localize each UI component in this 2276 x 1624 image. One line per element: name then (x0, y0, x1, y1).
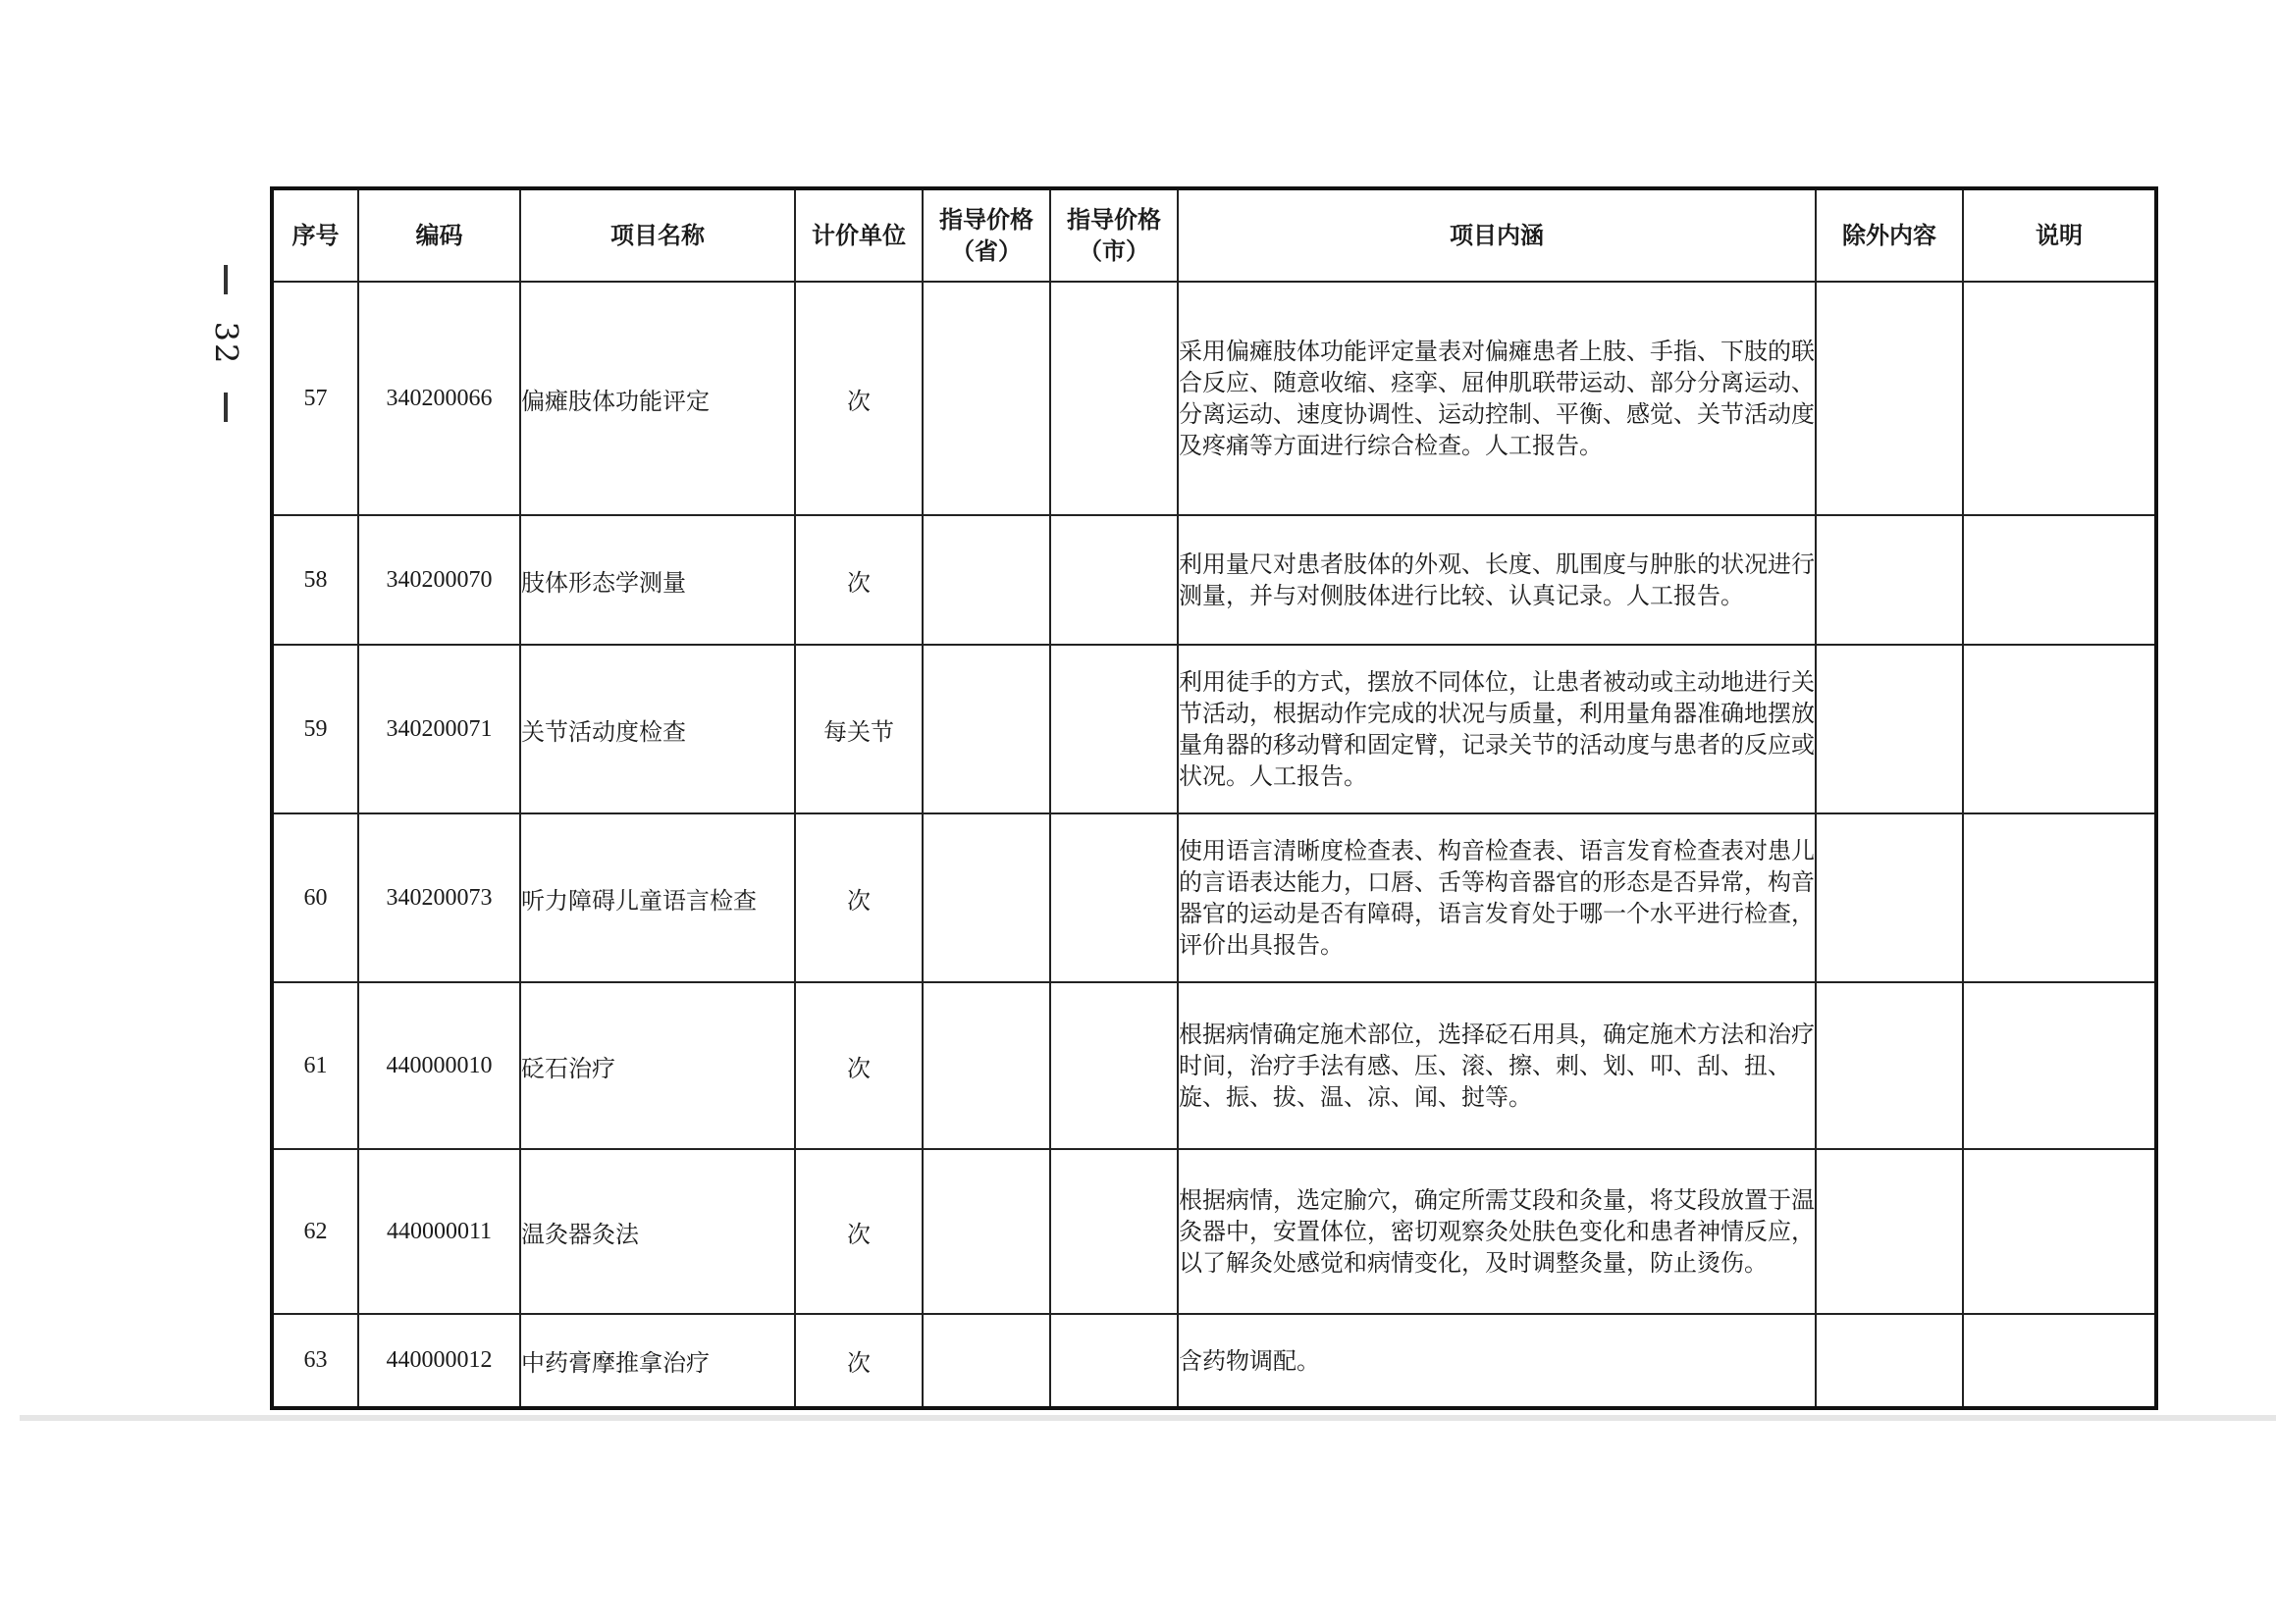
page-number-dash-bottom (224, 393, 228, 422)
cell-content: 利用量尺对患者肢体的外观、长度、肌围度与肿胀的状况进行测量，并与对侧肢体进行比较、认真记录。人工报告。 (1178, 515, 1816, 645)
cell-seq: 58 (272, 515, 358, 645)
cell-price-city (1050, 982, 1178, 1149)
cell-code: 340200071 (358, 645, 520, 813)
cell-name: 中药膏摩推拿治疗 (520, 1314, 795, 1408)
table-row (272, 645, 2156, 813)
cell-seq: 63 (272, 1314, 358, 1408)
cell-exclusions (1816, 645, 1963, 813)
table-row (272, 1149, 2156, 1314)
cell-notes (1963, 645, 2156, 813)
cell-code: 440000011 (358, 1149, 520, 1314)
cell-name: 砭石治疗 (520, 982, 795, 1149)
cell-price-province (923, 515, 1050, 645)
cell-price-city (1050, 813, 1178, 982)
cell-exclusions (1816, 1314, 1963, 1408)
cell-notes (1963, 813, 2156, 982)
cell-content: 含药物调配。 (1178, 1314, 1816, 1408)
cell-price-city (1050, 1314, 1178, 1408)
cell-notes (1963, 282, 2156, 515)
cell-name: 关节活动度检查 (520, 645, 795, 813)
cell-seq: 62 (272, 1149, 358, 1314)
cell-price-city (1050, 1149, 1178, 1314)
page-bottom-rule (20, 1415, 2276, 1421)
cell-notes (1963, 1314, 2156, 1408)
cell-content: 根据病情，选定腧穴，确定所需艾段和灸量，将艾段放置于温灸器中，安置体位，密切观察灸处肤色变化和患者神情反应，以了解灸处感觉和病情变化，及时调整灸量，防止烫伤。 (1178, 1149, 1816, 1314)
cell-price-city (1050, 515, 1178, 645)
cell-unit: 次 (795, 813, 923, 982)
cell-code: 440000012 (358, 1314, 520, 1408)
cell-price-province (923, 813, 1050, 982)
cell-name: 肢体形态学测量 (520, 515, 795, 645)
cell-seq: 59 (272, 645, 358, 813)
page-number (196, 265, 255, 422)
cell-exclusions (1816, 813, 1963, 982)
cell-unit: 次 (795, 282, 923, 515)
cell-unit: 次 (795, 1314, 923, 1408)
cell-unit: 次 (795, 1149, 923, 1314)
cell-exclusions (1816, 982, 1963, 1149)
cell-seq: 61 (272, 982, 358, 1149)
cell-exclusions (1816, 282, 1963, 515)
cell-notes (1963, 1149, 2156, 1314)
table-header-row (272, 188, 2156, 282)
cell-code: 340200073 (358, 813, 520, 982)
page-number-text: 32 (207, 321, 244, 366)
cell-unit: 次 (795, 982, 923, 1149)
cell-unit: 每关节 (795, 645, 923, 813)
cell-seq: 60 (272, 813, 358, 982)
cell-content: 使用语言清晰度检查表、构音检查表、语言发育检查表对患儿的言语表达能力，口唇、舌等构音器官的形态是否异常，构音器官的运动是否有障碍，语言发育处于哪一个水平进行检查，评价出具报告。 (1178, 813, 1816, 982)
cell-price-province (923, 1149, 1050, 1314)
cell-exclusions (1816, 1149, 1963, 1314)
header-unit: 计价单位 (795, 188, 923, 282)
cell-price-province (923, 282, 1050, 515)
cell-name: 温灸器灸法 (520, 1149, 795, 1314)
cell-unit: 次 (795, 515, 923, 645)
cell-code: 340200070 (358, 515, 520, 645)
cell-price-city (1050, 645, 1178, 813)
cell-seq: 57 (272, 282, 358, 515)
cell-content: 根据病情确定施术部位，选择砭石用具，确定施术方法和治疗时间，治疗手法有感、压、滚、擦、刺、划、叩、刮、扭、旋、振、拔、温、凉、闻、挝等。 (1178, 982, 1816, 1149)
cell-price-province (923, 1314, 1050, 1408)
cell-price-city (1050, 282, 1178, 515)
header-content: 项目内涵 (1178, 188, 1816, 282)
table-row (272, 515, 2156, 645)
cell-price-province (923, 982, 1050, 1149)
cell-code: 440000010 (358, 982, 520, 1149)
table-row (272, 1314, 2156, 1408)
cell-name: 听力障碍儿童语言检查 (520, 813, 795, 982)
table-row (272, 282, 2156, 515)
cell-content: 采用偏瘫肢体功能评定量表对偏瘫患者上肢、手指、下肢的联合反应、随意收缩、痉挛、屈伸肌联带运动、部分分离运动、分离运动、速度协调性、运动控制、平衡、感觉、关节活动度及疼痛等方面进行综合检查。人工报告。 (1178, 282, 1816, 515)
cell-name: 偏瘫肢体功能评定 (520, 282, 795, 515)
cell-price-province (923, 645, 1050, 813)
page-number-dash-top (224, 265, 228, 294)
header-price-city: 指导价格（市） (1050, 188, 1178, 282)
header-code: 编码 (358, 188, 520, 282)
cell-notes (1963, 515, 2156, 645)
header-name: 项目名称 (520, 188, 795, 282)
cell-content: 利用徒手的方式，摆放不同体位，让患者被动或主动地进行关节活动，根据动作完成的状况与质量，利用量角器准确地摆放量角器的移动臂和固定臂，记录关节的活动度与患者的反应或状况。人工报告。 (1178, 645, 1816, 813)
table-row (272, 982, 2156, 1149)
table-row (272, 813, 2156, 982)
cell-code: 340200066 (358, 282, 520, 515)
header-seq: 序号 (272, 188, 358, 282)
cell-notes (1963, 982, 2156, 1149)
header-price-province: 指导价格（省） (923, 188, 1050, 282)
price-table (270, 186, 2158, 1410)
header-exclusions: 除外内容 (1816, 188, 1963, 282)
cell-exclusions (1816, 515, 1963, 645)
header-notes: 说明 (1963, 188, 2156, 282)
